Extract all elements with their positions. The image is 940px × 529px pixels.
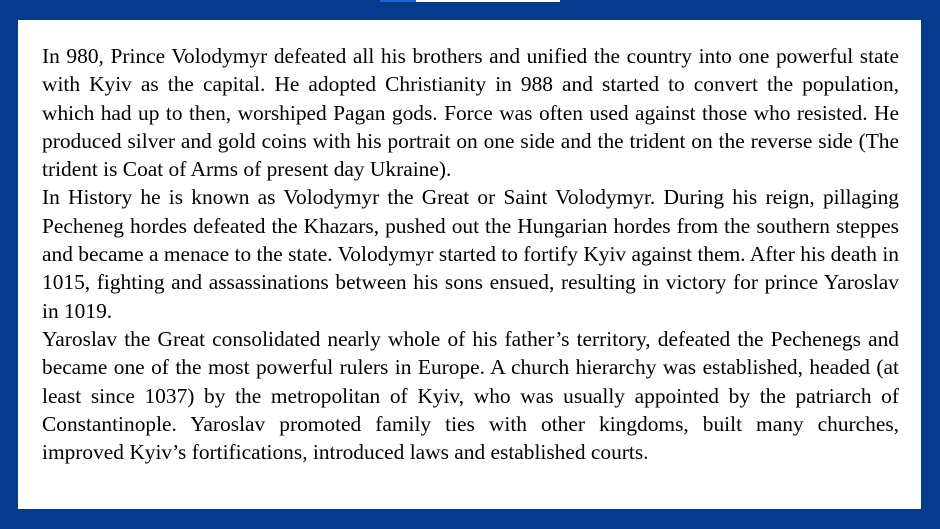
slide-body — [42, 42, 899, 466]
top-accent-highlight — [380, 0, 416, 2]
paragraph-saint-volodymyr: In History he is known as Volodymyr the Great or Saint Volodymyr. During his reign, pillaging Pecheneg hordes defeated the Khazars, pushed out the Hungarian hordes from the southern steppes and became a menace to the state. Volodymyr started to fortify Kyiv against them. After his death in 1015, fighting and assassinations between his sons ensued, resulting in victory for prince Yaroslav in 1019. — [42, 185, 899, 323]
text-panel — [18, 20, 921, 509]
paragraph-yaroslav: Yaroslav the Great consolidated nearly whole of his father’s territory, defeated the Pechenegs and became one of the most powerful rulers in Europe. A church hierarchy was established, headed (at least since 1037) by the metropolitan of Kyiv, who was usually appointed by the patriarch of Constantinople. Yaroslav promoted family ties with other kingdoms, built many churches, improved Kyiv’s fortifications, introduced laws and established courts. — [42, 326, 899, 465]
paragraph-volodymyr: In 980, Prince Volodymyr defeated all his brothers and unified the country into one powerful state with Kyiv as the capital. He adopted Christianity in 988 and started to convert the population, which had up to then, worshiped Pagan gods. Force was often used against those who resisted. He produced silver and gold coins with his portrait on one side and the trident on the reverse side (The trident is Coat of Arms of present day Ukraine). — [42, 44, 899, 182]
